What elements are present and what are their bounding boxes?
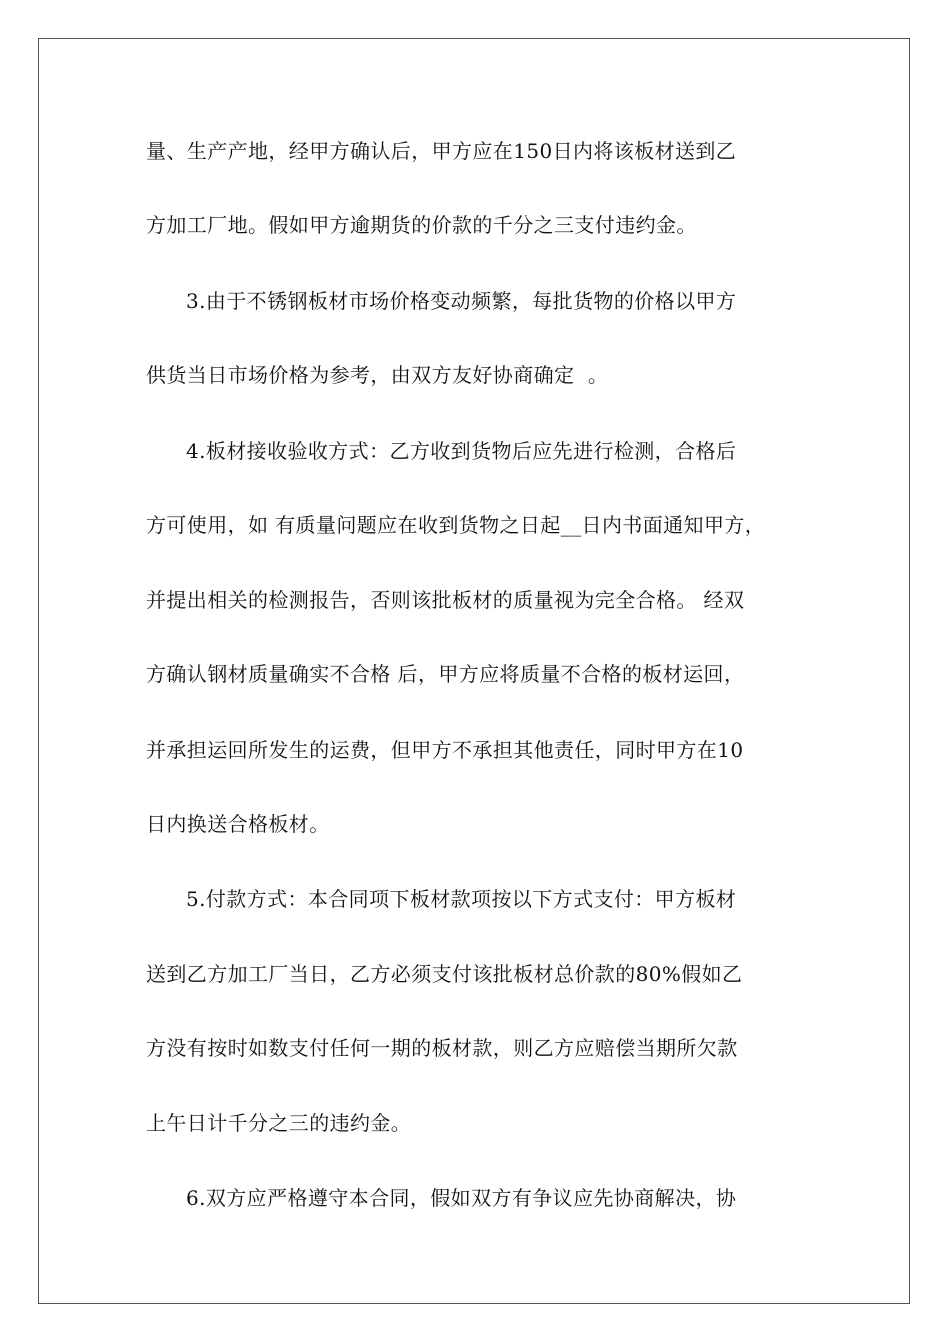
text-line: 并承担运回所发生的运费，但甲方不承担其他责任，同时甲方在10 [146,738,744,762]
text-line: 6.双方应严格遵守本合同，假如双方有争议应先协商解决，协 [186,1186,737,1210]
text-line: 方加工厂地。假如甲方逾期货的价款的千分之三支付违约金。 [146,213,697,237]
text-line: 供货当日市场价格为参考，由双方友好协商确定 。 [146,363,609,387]
text-line: 送到乙方加工厂当日，乙方必须支付该批板材总价款的80%假如乙 [146,962,743,986]
text-line: 4.板材接收验收方式：乙方收到货物后应先进行检测，合格后 [186,439,737,463]
text-line: 方没有按时如数支付任何一期的板材款，则乙方应赔偿当期所欠款 [146,1036,738,1060]
text-line: 量、生产产地，经甲方确认后，甲方应在150日内将该板材送到乙 [146,139,737,163]
text-line: 日内换送合格板材。 [146,812,330,836]
text-line: 3.由于不锈钢板材市场价格变动频繁，每批货物的价格以甲方 [186,289,737,313]
text-line: 上午日计千分之三的违约金。 [146,1111,412,1135]
text-line: 方确认钢材质量确实不合格 后，甲方应将质量不合格的板材运回， [146,662,745,686]
text-line: 并提出相关的检测报告，否则该批板材的质量视为完全合格。 经双 [146,588,745,612]
text-line: 5.付款方式：本合同项下板材款项按以下方式支付：甲方板材 [186,887,737,911]
text-line: 方可使用，如 有质量问题应在收到货物之日起__日内书面通知甲方， [146,513,766,537]
